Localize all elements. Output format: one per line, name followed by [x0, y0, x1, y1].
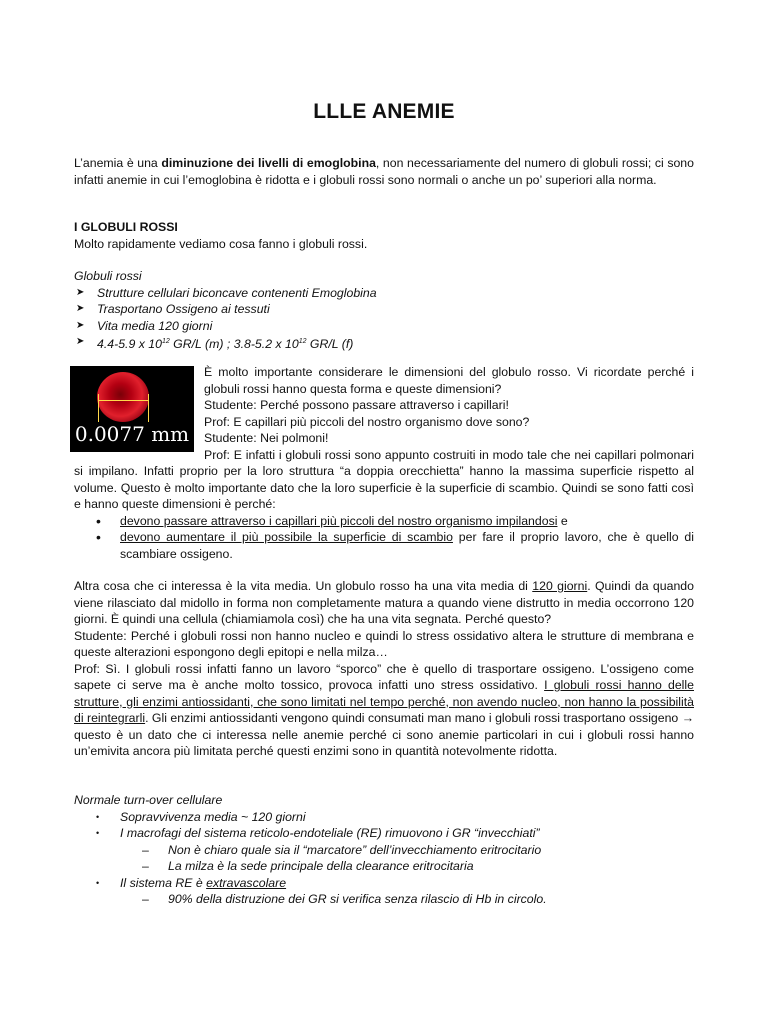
globuli-label: Globuli rossi	[74, 269, 142, 283]
list-item: ➤ 4.4-5.9 x $10^{12}$ GR/L (m) ; 3.8-5.2 x $10^{12}$ GR/L (f)	[74, 334, 694, 353]
intro-paragraph: L’anemia è una diminuzione dei livelli di emoglobina, non necessariamente del numero di globuli rossi; ci sono infatti anemie in cui l’emoglobina è ridotta e i globuli rossi sono normali o anche un po’ superiori alla norma.	[74, 156, 694, 187]
turnover-label: Normale turn-over cellulare	[74, 793, 223, 807]
vita-media-block	[74, 578, 694, 760]
list-item: ➤ Vita media 120 giorni	[74, 318, 694, 335]
image-caption: 0.0077 mm	[74, 422, 190, 446]
red-blood-cell-image	[70, 366, 194, 452]
dialog-line: È molto importante considerare le dimensioni del globulo rosso. Vi ricordate perché i globuli rossi hanno questa forma e queste dimensioni?	[204, 365, 694, 396]
list-item: • devono aumentare il più possibile la superficie di scambio per fare il proprio lavoro, che è quello di scambiare ossigeno.	[74, 529, 694, 562]
globuli-list-block	[74, 268, 694, 353]
turnover-block	[74, 792, 694, 908]
list-item: • I macrofagi del sistema reticolo-endoteliale (RE) rimuovono i GR “invecchiati”	[74, 825, 694, 842]
list-item: • Sopravvivenza media ~ 120 giorni	[74, 809, 694, 826]
list-item: – La milza è la sede principale della clearance eritrocitaria	[74, 858, 694, 875]
list-item: – Non è chiaro quale sia il “marcatore” dell’invecchiamento eritrocitario	[74, 842, 694, 859]
dialog-line: Prof: E capillari più piccoli del nostro organismo dove sono?	[204, 414, 530, 429]
dialog-line: Studente: Nei polmoni!	[204, 431, 329, 445]
section-heading: I GLOBULI ROSSI	[74, 220, 178, 234]
globuli-list	[74, 285, 694, 353]
list-item: ➤ Strutture cellulari biconcave contenenti Emoglobina	[74, 285, 694, 302]
section-intro: Molto rapidamente vediamo cosa fanno i globuli rossi.	[74, 236, 368, 251]
red-blood-cell-icon	[97, 372, 149, 422]
reason-list	[74, 513, 694, 563]
dialog-block	[74, 364, 694, 562]
prof-paragraph: Prof: Sì. I globuli rossi infatti fanno un lavoro “sporco” che è quello di trasportare ossigeno. L’ossigeno come sapete ci serve ma è anche molto tossico, provoca infatti uno stress ossidativo. I globuli rossi hanno delle strutture, gli enzimi antiossidanti, che sono limitati nel tempo perché, non avendo nucleo, non hanno la possibilità di reintegrarli. Gli enzimi antiossidanti vengono quindi consumati man mano i globuli rossi trasportano ossigeno → questo è un dato che ci interessa nelle anemie perché ci sono anemie particolari in cui i globuli rossi hanno un’emivita ancora più limitata perché questi enzimi sono in quantità notevolmente ridotta.	[74, 661, 694, 758]
vita-paragraph: Altra cosa che ci interessa è la vita media. Un globulo rosso ha una vita media di 120 giorni. Quindi da quando viene rilasciato dal midollo in forma non completamente matura a quando viene distrutto in media occorrono 120 giorni. È quindi una cellula (chiamiamola così) che ha una vita segnata. Perché questo?	[74, 579, 694, 626]
page-title: LLLE ANEMIE	[313, 100, 455, 123]
list-item: ➤ Trasportano Ossigeno ai tessuti	[74, 301, 694, 318]
list-item: – 90% della distruzione dei GR si verifica senza rilascio di Hb in circolo.	[74, 891, 694, 908]
list-item: • Il sistema RE è extravascolare	[74, 875, 694, 892]
list-item: • devono passare attraverso i capillari più piccoli del nostro organismo impilandosi e	[74, 513, 694, 530]
dialog-line: Studente: Perché possono passare attraverso i capillari!	[204, 398, 509, 412]
student-paragraph: Studente: Perché i globuli rossi non hanno nucleo e quindi lo stress ossidativo altera le strutture di membrana e queste alterazioni espongono degli epitopi e nella milza…	[74, 628, 694, 659]
dialog-line: Prof: E infatti i globuli rossi sono appunto costruiti in modo tale che nei capillari polmonari si impilano. Infatti proprio per la loro struttura “a doppia orecchietta” hanno la massima superficie rispetto al volume. Questo è molto importante dato che la loro superficie è la superficie di scambio. Quindi se sono fatti così e hanno queste dimensioni è perché:	[74, 447, 694, 511]
section-globuli	[74, 219, 694, 252]
